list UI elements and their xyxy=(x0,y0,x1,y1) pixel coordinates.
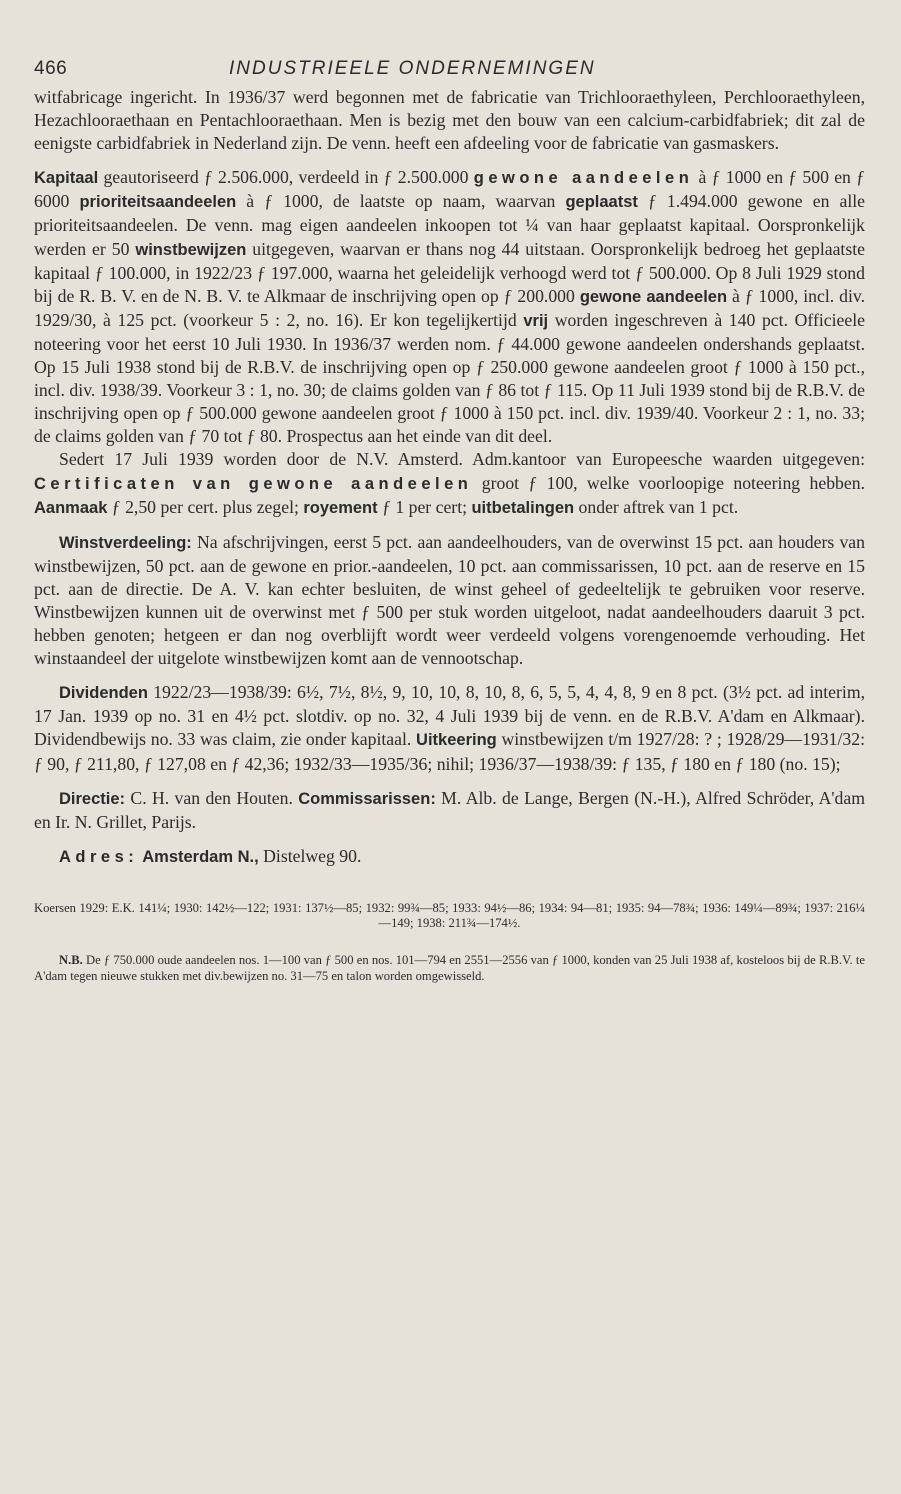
kapitaal-term-gewone: gewone aandeelen xyxy=(579,287,728,306)
winstverdeeling-paragraph xyxy=(34,531,865,671)
winstverdeeling-text: Na afschrijvingen, eerst 5 pct. aan aandeelhouders, van de overwinst 15 pct. aan houders van winstbewijzen, 50 pct. aan de gewone en prior.-aandeelen, 10 pct. aan commissarissen, 10 pct. aan de reserve en 15 pct. aan de directie. De A. V. kan echter besluiten, de winst geheel of gedeeltelijk te gebruiken voor reserve. Winstbewijzen kunnen uit de overwinst met ƒ 500 per stuk worden uitgeloot, nadat aandeelhouders daaruit 3 pct. hebben genoten; hetgeen er dan nog overblijft wordt weer verdeeld volgens vorengenoemde verhouding. Het winstaandeel der uitgelote winstbewijzen komt aan de vennootschap. xyxy=(34,531,865,669)
kapitaal-text-5: uitgegeven, waarvan er thans nog 44 uitstaan. Oorspronkelijk bedroeg het geplaatste kapitaal ƒ 100.000, in 1922/23 ƒ 197.000, waarna het geleidelijk verhoogd werd tot ƒ 500.000. Op 8 Juli 1929 stond bij de R. B. V. en de N. B. V. te Alkmaar de inschrijving open op ƒ 200.000 xyxy=(34,238,865,306)
dividenden-term-uitkeering: Uitkeering xyxy=(416,731,497,750)
certificaten-term-royement: royement xyxy=(303,498,378,517)
kapitaal-heading: Kapitaal xyxy=(34,169,99,188)
nb-paragraph xyxy=(34,953,865,983)
commissarissen-heading: Commissarissen: xyxy=(298,789,436,808)
adres-street: Distelweg 90. xyxy=(258,845,362,866)
kapitaal-term-vrij: vrij xyxy=(523,311,549,330)
running-title: INDUSTRIEELE ONDERNEMINGEN xyxy=(229,58,596,79)
kapitaal-paragraph xyxy=(34,166,865,448)
adres-city: Amsterdam N., xyxy=(138,847,259,866)
page-number: 466 xyxy=(34,58,68,79)
dividenden-heading: Dividenden xyxy=(59,684,148,703)
adres-label: Adres: xyxy=(59,847,139,866)
kapitaal-term-prioriteit: prioriteitsaandeelen xyxy=(79,193,237,212)
running-head xyxy=(34,58,865,80)
intro-text: witfabricage ingericht. In 1936/37 werd begonnen met de fabricatie van Trichlooraethyleen, Perchlooraethyleen, Hezachlooraethaan en Pentachlooraethaan. Men is bezig met den bouw van een calcium-carbidfabriek; dit zal de eenigste carbidfabriek in Nederland zijn. De venn. heeft een afdeeling voor de fabricatie van gasmaskers. xyxy=(34,87,865,154)
kapitaal-spaced-term: gewone aandeelen xyxy=(473,169,694,188)
dividenden-text-2: winstbewijzen t/m 1927/28: ? ; 1928/29—1931/32: ƒ 90, ƒ 211,80, ƒ 127,08 en ƒ 42,36; 1932/33—1935/36; nihil; 1936/37—1938/39: ƒ 135, ƒ 180 en ƒ 180 (no. 15); xyxy=(34,729,865,774)
certificaten-text-3: ƒ 2,50 per cert. plus zegel; xyxy=(107,496,304,517)
certificaten-term-aanmaak: Aanmaak xyxy=(34,498,108,517)
directie-paragraph xyxy=(34,787,865,834)
kapitaal-text-6: à ƒ 1000, incl. div. 1929/30, à 125 pct. (voorkeur 5 : 2, no. 16). Er kon tegelijkertijd xyxy=(34,285,866,330)
certificaten-spaced-term: Certificaten van gewone aandeelen xyxy=(34,474,473,493)
nb-text: De ƒ 750.000 oude aandeelen nos. 1—100 van ƒ 500 en nos. 101—794 en 2551—2556 van ƒ 1000, konden van 25 Juli 1938 af, kosteloos bij de R.B.V. te A'dam tegen nieuwe stukken met div.bewijzen no. 31—75 en talon worden omgewisseld. xyxy=(34,953,865,983)
directie-text-1: C. H. van den Houten. xyxy=(125,787,299,808)
certificaten-paragraph xyxy=(34,448,865,519)
koersen-paragraph xyxy=(34,901,865,931)
certificaten-term-uitbetalingen: uitbetalingen xyxy=(471,498,575,517)
kapitaal-term-geplaatst: geplaatst xyxy=(565,193,638,212)
koersen-text: Koersen 1929: E.K. 141¼; 1930: 142½—122; 1931: 137½—85; 1932: 99¾—85; 1933: 94½—86; 1934: 94—81; 1935: 94—78¾; 1936: 149¼—89¾; 1937: 216¼—149; 1938: 211¾—174½. xyxy=(34,900,865,931)
dividenden-text-1: 1922/23—1938/39: 6½, 7½, 8½, 9, 10, 10, 8, 10, 8, 6, 5, 5, 4, 4, 8, 9 en 8 pct. (3½ pct. ad interim, 17 Jan. 1939 op no. 31 en 4½ pct. slotdiv. op no. 32, 4 Juli 1939 bij de venn. en de R.B.V. A'dam en Alkmaar). Dividendbewijs no. 33 was claim, zie onder kapitaal. xyxy=(34,682,865,750)
kapitaal-text-4: ƒ 1.494.000 gewone en alle prioriteitsaandeelen. De venn. mag eigen aandeelen inkoopen tot ¼ van haar geplaatst kapitaal. Oorspronkelijk werden er 50 xyxy=(34,191,866,259)
kapitaal-text-3: à ƒ 1000, de laatste op naam, waarvan xyxy=(236,191,566,212)
kapitaal-text-1: geautoriseerd ƒ 2.506.000, verdeeld in ƒ 2.500.000 xyxy=(98,167,474,188)
nb-label: N.B. xyxy=(59,953,83,968)
certificaten-text-2: groot ƒ 100, welke voorloopige noteering hebben. xyxy=(472,472,865,493)
dividenden-paragraph xyxy=(34,681,865,775)
directie-text-2: M. Alb. de Lange, Bergen (N.-H.), Alfred Schröder, A'dam en Ir. N. Grillet, Parijs. xyxy=(34,787,866,832)
certificaten-text-4: ƒ 1 per cert; xyxy=(377,496,472,517)
winstverdeeling-heading: Winstverdeeling: xyxy=(59,533,192,552)
certificaten-text-5: onder aftrek van 1 pct. xyxy=(574,496,739,517)
intro-paragraph xyxy=(34,86,865,155)
directie-heading: Directie: xyxy=(59,789,126,808)
kapitaal-text-2: à ƒ 1000 en ƒ 500 en ƒ 6000 xyxy=(34,167,865,212)
kapitaal-text-7: worden ingeschreven à 140 pct. Officieele noteering voor het eerst 10 Juli 1930. In 1936/37 werden nom. ƒ 44.000 gewone aandeelen ondershands geplaatst. Op 15 Juli 1938 stond bij de R.B.V. de inschrijving open op ƒ 250.000 gewone aandeelen groot ƒ 1000 à 150 pct., incl. div. 1938/39. Voorkeur 3 : 1, no. 30; de claims golden van ƒ 86 tot ƒ 115. Op 11 Juli 1939 stond bij de R.B.V. de inschrijving open op ƒ 500.000 gewone aandeelen groot ƒ 1000 à 150 pct. incl. div. 1939/40. Voorkeur 2 : 1, no. 33; de claims golden van ƒ 70 tot ƒ 80. Prospectus aan het einde van dit deel. xyxy=(34,309,865,447)
certificaten-text-1: Sedert 17 Juli 1939 worden door de N.V. Amsterd. Adm.kantoor van Europeesche waarden uitgegeven: xyxy=(59,449,865,470)
kapitaal-term-winstbewijzen: winstbewijzen xyxy=(135,240,247,259)
adres-paragraph xyxy=(34,845,865,869)
